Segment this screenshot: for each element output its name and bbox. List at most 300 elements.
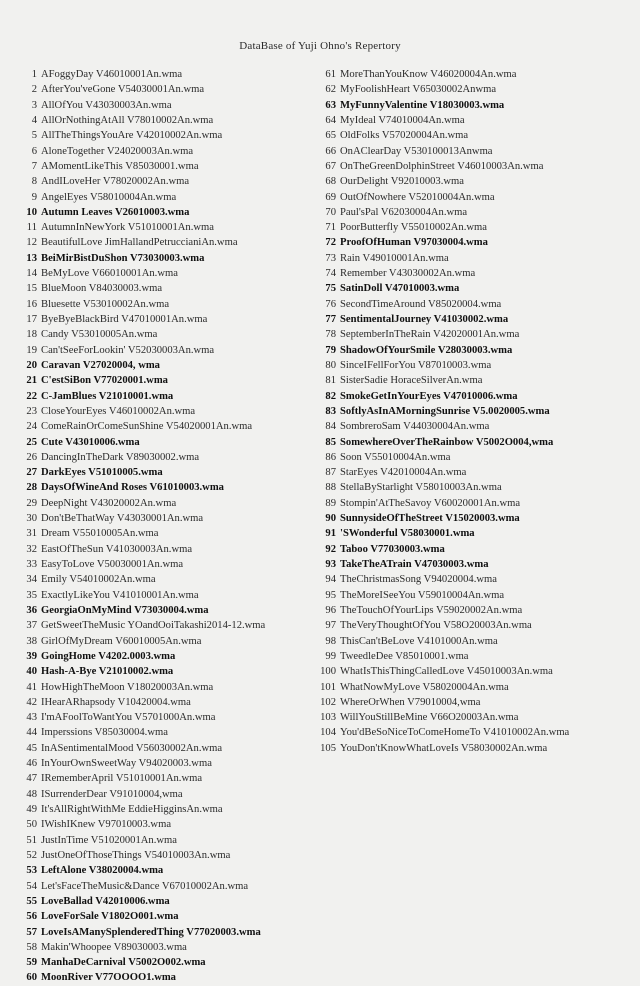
entry-number: 63 bbox=[325, 99, 336, 111]
repertory-entry bbox=[18, 879, 318, 894]
entry-number: 37 bbox=[26, 620, 37, 632]
repertory-entry bbox=[18, 220, 318, 235]
entry-title-file: GetSweetTheMusic YOandOoiTakashi2014-12.wma bbox=[41, 620, 266, 632]
repertory-entry bbox=[316, 343, 636, 358]
repertory-entry bbox=[316, 266, 636, 281]
repertory-entry bbox=[18, 358, 318, 373]
entry-number: 90 bbox=[325, 513, 336, 525]
repertory-entry bbox=[316, 190, 636, 205]
repertory-entry bbox=[18, 710, 318, 725]
entry-title-file: You'dBeSoNiceToComeHomeTo V41010002An.wma bbox=[340, 727, 570, 739]
entry-title-file: AndILoveHer V78020002An.wma bbox=[41, 176, 190, 188]
entry-number: 57 bbox=[26, 926, 37, 938]
entry-title-file: It'sAllRightWithMe EddieHigginsAn.wma bbox=[41, 804, 223, 815]
entry-title-file: JustOneOfThoseThings V54010003An.wma bbox=[41, 849, 231, 861]
entry-number: 100 bbox=[320, 666, 336, 678]
entry-number: 56 bbox=[26, 911, 37, 923]
entry-number: 33 bbox=[26, 559, 37, 570]
entry-title-file: BeiMirBistDuShon V73030003.wma bbox=[41, 252, 205, 264]
repertory-entry bbox=[316, 588, 636, 603]
entry-number: 34 bbox=[26, 574, 37, 586]
repertory-entry bbox=[316, 144, 636, 159]
entry-title-file: BlueMoon V84030003.wma bbox=[41, 283, 163, 295]
repertory-entry bbox=[18, 649, 318, 664]
entry-number: 45 bbox=[26, 742, 37, 754]
repertory-entry bbox=[316, 649, 636, 664]
entry-number: 3 bbox=[31, 99, 37, 111]
entry-title-file: SmokeGetInYourEyes V47010006.wma bbox=[340, 390, 518, 402]
entry-title-file: IWishIKnew V97010003.wma bbox=[41, 819, 172, 831]
entry-number: 2 bbox=[31, 84, 37, 96]
entry-number: 4 bbox=[31, 114, 37, 126]
repertory-entry bbox=[18, 266, 318, 281]
repertory-entry bbox=[18, 435, 318, 450]
repertory-entry bbox=[18, 940, 318, 955]
entry-title-file: AloneTogether V24020003An.wma bbox=[41, 145, 194, 157]
entry-title-file: LoveForSale V1802O001.wma bbox=[41, 911, 179, 923]
entry-number: 88 bbox=[325, 482, 336, 494]
repertory-entry bbox=[316, 159, 636, 174]
entry-number: 40 bbox=[26, 666, 37, 678]
repertory-entry bbox=[316, 113, 636, 128]
repertory-entry bbox=[316, 680, 636, 695]
entry-title-file: TweedleDee V85010001.wma bbox=[340, 650, 469, 662]
entry-number: 103 bbox=[320, 712, 336, 724]
repertory-entry bbox=[18, 159, 318, 174]
entry-number: 54 bbox=[26, 880, 37, 892]
repertory-entry bbox=[18, 771, 318, 786]
entry-title-file: InYourOwnSweetWay V94020003.wma bbox=[41, 758, 212, 770]
entry-title-file: Rain V49010001An.wma bbox=[340, 252, 449, 264]
repertory-entry bbox=[316, 741, 636, 756]
repertory-entry bbox=[18, 312, 318, 327]
entry-number: 87 bbox=[325, 467, 336, 479]
entry-number: 13 bbox=[26, 252, 37, 264]
repertory-entry bbox=[316, 220, 636, 235]
entry-title-file: SinceIFellForYou V87010003.wma bbox=[340, 359, 492, 371]
entry-number: 43 bbox=[26, 712, 37, 724]
entry-number: 28 bbox=[26, 482, 37, 494]
entry-title-file: C-JamBlues V21010001.wma bbox=[41, 390, 174, 402]
repertory-entry bbox=[316, 67, 636, 82]
repertory-entry bbox=[316, 312, 636, 327]
entry-number: 31 bbox=[26, 528, 37, 540]
repertory-entry bbox=[18, 542, 318, 557]
entry-number: 99 bbox=[325, 650, 336, 662]
repertory-entry bbox=[18, 190, 318, 205]
entry-number: 5 bbox=[31, 130, 37, 142]
entry-title-file: AMomentLikeThis V85030001.wma bbox=[41, 160, 199, 172]
entry-title-file: Remember V43030002An.wma bbox=[340, 268, 476, 280]
entry-title-file: ProofOfHuman V97030004.wma bbox=[340, 237, 488, 249]
repertory-entry bbox=[18, 894, 318, 909]
entry-title-file: ComeRainOrComeSunShine V54020001An.wma bbox=[41, 421, 253, 433]
repertory-entry bbox=[18, 113, 318, 128]
entry-number: 60 bbox=[26, 972, 37, 984]
repertory-entry bbox=[18, 82, 318, 97]
repertory-entry bbox=[18, 128, 318, 143]
entry-title-file: Imperssions V85030004.wma bbox=[41, 727, 168, 739]
entry-number: 11 bbox=[26, 222, 37, 234]
entry-number: 1 bbox=[31, 69, 37, 80]
repertory-entry bbox=[316, 128, 636, 143]
repertory-entry bbox=[316, 435, 636, 450]
entry-number: 51 bbox=[26, 834, 37, 846]
entry-number: 105 bbox=[320, 742, 336, 754]
entry-title-file: Caravan V27020004, wma bbox=[41, 359, 160, 371]
entry-number: 44 bbox=[26, 727, 37, 739]
entry-number: 75 bbox=[325, 283, 336, 295]
repertory-entry bbox=[18, 557, 318, 572]
entry-number: 9 bbox=[31, 191, 37, 203]
repertory-entry bbox=[18, 98, 318, 113]
entry-title-file: YouDon'tKnowWhatLoveIs V58030002An.wma bbox=[340, 742, 548, 754]
repertory-entry bbox=[316, 725, 636, 740]
repertory-entry bbox=[316, 634, 636, 649]
entry-number: 12 bbox=[26, 237, 37, 249]
repertory-entry bbox=[18, 251, 318, 266]
entry-title-file: TheVeryThoughtOfYou V58O20003An.wma bbox=[340, 620, 532, 632]
repertory-entry bbox=[18, 925, 318, 940]
entry-number: 36 bbox=[26, 604, 37, 616]
entry-title-file: IHearARhapsody V10420004.wma bbox=[41, 696, 191, 708]
entry-number: 53 bbox=[26, 865, 37, 877]
entry-number: 32 bbox=[26, 543, 37, 555]
entry-number: 76 bbox=[325, 298, 336, 310]
repertory-entry bbox=[18, 756, 318, 771]
entry-number: 20 bbox=[26, 359, 37, 371]
repertory-entry bbox=[316, 695, 636, 710]
entry-title-file: AngelEyes V58010004An.wma bbox=[41, 191, 177, 203]
entry-title-file: MoonRiver V77OOOO1.wma bbox=[41, 972, 176, 984]
entry-title-file: AFoggyDay V46010001An.wma bbox=[41, 69, 183, 80]
entry-title-file: OldFolks V57020004An.wma bbox=[340, 130, 469, 142]
entry-number: 30 bbox=[26, 513, 37, 525]
repertory-entry bbox=[316, 465, 636, 480]
entry-title-file: DarkEyes V51010005.wma bbox=[41, 467, 163, 479]
repertory-entry bbox=[316, 450, 636, 465]
entry-number: 8 bbox=[31, 176, 37, 188]
repertory-entry bbox=[18, 281, 318, 296]
document-title: DataBase of Yuji Ohno's Repertory bbox=[239, 40, 401, 52]
entry-number: 50 bbox=[26, 819, 37, 831]
entry-number: 62 bbox=[325, 84, 336, 96]
entry-number: 7 bbox=[31, 160, 37, 172]
entry-number: 29 bbox=[26, 497, 37, 509]
entry-number: 10 bbox=[26, 206, 37, 218]
entry-number: 48 bbox=[26, 788, 37, 800]
entry-title-file: WillYouStillBeMine V66O20003An.wma bbox=[340, 712, 519, 724]
repertory-entry bbox=[316, 327, 636, 342]
repertory-entry bbox=[316, 358, 636, 373]
entry-number: 78 bbox=[325, 329, 336, 341]
entry-title-file: BeautifulLove JimHallandPetruccianiAn.wma bbox=[41, 237, 238, 249]
repertory-entry bbox=[316, 174, 636, 189]
entry-title-file: 'SWonderful V58030001.wma bbox=[340, 528, 475, 540]
entry-title-file: AllTheThingsYouAre V42010002An.wma bbox=[41, 130, 223, 142]
entry-number: 39 bbox=[26, 650, 37, 662]
entry-title-file: TakeTheATrain V47030003.wma bbox=[340, 559, 489, 570]
entry-number: 66 bbox=[325, 145, 336, 157]
repertory-entry bbox=[18, 526, 318, 541]
entry-number: 82 bbox=[325, 390, 336, 402]
entry-number: 55 bbox=[26, 895, 37, 907]
repertory-entry bbox=[18, 848, 318, 863]
entry-title-file: InASentimentalMood V56030002An.wma bbox=[41, 742, 223, 754]
entry-title-file: I'mAFoolToWantYou V5701000An.wma bbox=[41, 712, 216, 724]
entry-title-file: Don'tBeThatWay V43030001An.wma bbox=[41, 513, 204, 525]
repertory-entry bbox=[316, 281, 636, 296]
entry-number: 79 bbox=[325, 344, 336, 356]
entry-number: 73 bbox=[325, 252, 336, 264]
entry-title-file: GirlOfMyDream V60010005An.wma bbox=[41, 635, 202, 647]
entry-number: 59 bbox=[26, 957, 37, 969]
repertory-entry bbox=[316, 389, 636, 404]
entry-number: 24 bbox=[26, 421, 37, 433]
entry-number: 67 bbox=[325, 160, 336, 172]
entry-title-file: C'estSiBon V77020001.wma bbox=[41, 375, 168, 387]
entry-number: 93 bbox=[325, 559, 336, 570]
entry-title-file: AllOfYou V43030003An.wma bbox=[41, 99, 172, 111]
entry-number: 47 bbox=[26, 773, 37, 785]
repertory-entry bbox=[316, 404, 636, 419]
repertory-entry bbox=[18, 511, 318, 526]
repertory-entry bbox=[316, 511, 636, 526]
repertory-entry bbox=[316, 542, 636, 557]
entry-title-file: DaysOfWineAnd Roses V61010003.wma bbox=[41, 482, 224, 494]
entry-title-file: ByeByeBlackBird V47010001An.wma bbox=[41, 314, 208, 325]
entry-title-file: OutOfNowhere V52010004An.wma bbox=[340, 191, 495, 203]
repertory-entry bbox=[18, 955, 318, 970]
repertory-entry bbox=[18, 174, 318, 189]
repertory-entry bbox=[18, 603, 318, 618]
repertory-entry bbox=[316, 526, 636, 541]
entry-title-file: ISurrenderDear V91010004,wma bbox=[41, 788, 183, 800]
entry-title-file: TheChristmasSong V94020004.wma bbox=[340, 574, 497, 586]
entry-title-file: SecondTimeAround V85020004.wma bbox=[340, 298, 502, 310]
entry-title-file: Paul'sPal V62030004An.wma bbox=[340, 206, 468, 218]
entry-number: 70 bbox=[325, 206, 336, 218]
entry-number: 19 bbox=[26, 344, 37, 356]
entry-title-file: GeorgiaOnMyMind V73030004.wma bbox=[41, 604, 209, 616]
entry-title-file: OnAClearDay V530100013Anwma bbox=[340, 145, 493, 157]
entry-title-file: ManhaDeCarnival V5002O002.wma bbox=[41, 957, 206, 969]
entry-number: 25 bbox=[26, 436, 37, 448]
entry-title-file: OnTheGreenDolphinStreet V46010003An.wma bbox=[340, 160, 544, 172]
entry-title-file: Taboo V77030003.wma bbox=[340, 543, 445, 555]
repertory-entry bbox=[18, 297, 318, 312]
entry-title-file: AllOrNothingAtAll V78010002An.wma bbox=[41, 114, 214, 126]
entry-number: 92 bbox=[325, 543, 336, 555]
entry-title-file: LoveIsAManySplenderedThing V77020003.wma bbox=[41, 926, 261, 938]
entry-number: 41 bbox=[26, 681, 37, 693]
entry-number: 27 bbox=[26, 467, 37, 479]
entry-number: 96 bbox=[325, 604, 336, 616]
repertory-entry bbox=[316, 82, 636, 97]
entry-number: 52 bbox=[26, 849, 37, 861]
entry-title-file: CloseYourEyes V46010002An.wma bbox=[41, 405, 196, 417]
entry-number: 64 bbox=[325, 114, 336, 126]
entry-title-file: ExactlyLikeYou V41010001An.wma bbox=[41, 589, 199, 601]
entry-number: 61 bbox=[325, 69, 336, 80]
entry-number: 94 bbox=[325, 574, 336, 586]
repertory-entry bbox=[316, 496, 636, 511]
entry-title-file: OurDelight V92010003.wma bbox=[340, 176, 464, 188]
entry-title-file: Let'sFaceTheMusic&Dance V67010002An.wma bbox=[41, 880, 249, 892]
entry-number: 6 bbox=[31, 145, 37, 157]
entry-number: 16 bbox=[26, 298, 37, 310]
repertory-entry bbox=[316, 251, 636, 266]
entry-title-file: SatinDoll V47010003.wma bbox=[340, 283, 460, 295]
entry-number: 46 bbox=[26, 758, 37, 770]
repertory-entry bbox=[18, 741, 318, 756]
entry-number: 72 bbox=[325, 237, 336, 249]
entry-title-file: Autumn Leaves V26010003.wma bbox=[41, 206, 190, 218]
entry-number: 23 bbox=[26, 405, 37, 417]
entry-number: 74 bbox=[325, 268, 336, 280]
entry-number: 35 bbox=[26, 589, 37, 601]
entry-title-file: PoorButterfly V55010002An.wma bbox=[340, 222, 487, 234]
entry-number: 22 bbox=[26, 390, 37, 402]
entry-number: 98 bbox=[325, 635, 336, 647]
entry-title-file: WhatIsThisThingCalledLove V45010003An.wma bbox=[340, 666, 553, 678]
repertory-entry bbox=[18, 235, 318, 250]
repertory-entry bbox=[18, 664, 318, 679]
repertory-entry bbox=[316, 235, 636, 250]
entry-number: 69 bbox=[325, 191, 336, 203]
entry-title-file: BeMyLove V66010001An.wma bbox=[41, 268, 178, 280]
entry-number: 81 bbox=[325, 375, 336, 387]
repertory-entry bbox=[18, 618, 318, 633]
repertory-entry bbox=[316, 480, 636, 495]
entry-title-file: AutumnInNewYork V51010001An.wma bbox=[41, 222, 214, 234]
entry-title-file: SentimentalJourney V41030002.wma bbox=[340, 314, 509, 325]
repertory-entry bbox=[18, 450, 318, 465]
repertory-entry bbox=[18, 419, 318, 434]
entry-title-file: SeptemberInTheRain V42020001An.wma bbox=[340, 329, 520, 341]
entry-number: 42 bbox=[26, 696, 37, 708]
entry-title-file: EastOfTheSun V41030003An.wma bbox=[41, 543, 193, 555]
entry-title-file: ShadowOfYourSmile V28030003.wma bbox=[340, 344, 513, 356]
repertory-entry bbox=[18, 327, 318, 342]
entry-number: 89 bbox=[325, 497, 336, 509]
entry-number: 102 bbox=[320, 696, 336, 708]
entry-number: 104 bbox=[320, 727, 336, 739]
entry-title-file: Hash-A-Bye V21010002.wma bbox=[41, 666, 174, 678]
entry-number: 86 bbox=[325, 451, 336, 463]
entry-number: 97 bbox=[325, 620, 336, 632]
repertory-entry bbox=[18, 205, 318, 220]
repertory-entry bbox=[18, 67, 318, 82]
entry-title-file: WhatNowMyLove V58020004An.wma bbox=[340, 681, 509, 693]
entry-number: 21 bbox=[26, 375, 37, 387]
entry-title-file: MyFunnyValentine V18030003.wma bbox=[340, 99, 505, 111]
repertory-entry bbox=[18, 480, 318, 495]
entry-number: 18 bbox=[26, 329, 37, 341]
repertory-entry bbox=[316, 419, 636, 434]
entry-title-file: TheMoreISeeYou V59010004An.wma bbox=[340, 589, 505, 601]
entry-title-file: SisterSadie HoraceSilverAn.wma bbox=[340, 375, 483, 387]
entry-title-file: Emily V54010002An.wma bbox=[41, 574, 156, 586]
repertory-entry bbox=[18, 833, 318, 848]
entry-title-file: EasyToLove V50030001An.wma bbox=[41, 559, 184, 570]
repertory-entry bbox=[316, 664, 636, 679]
entry-title-file: GoingHome V4202.0003.wma bbox=[41, 650, 176, 662]
entry-number: 84 bbox=[325, 421, 336, 433]
repertory-entry bbox=[316, 572, 636, 587]
repertory-entry bbox=[316, 618, 636, 633]
repertory-entry bbox=[18, 817, 318, 832]
entry-number: 71 bbox=[325, 222, 336, 234]
repertory-entry bbox=[18, 144, 318, 159]
entry-title-file: Stompin'AtTheSavoy V60020001An.wma bbox=[340, 497, 521, 509]
entry-number: 77 bbox=[325, 314, 336, 325]
entry-title-file: SomewhereOverTheRainbow V5002O004,wma bbox=[340, 436, 554, 448]
repertory-entry bbox=[18, 695, 318, 710]
entry-title-file: MyIdeal V74010004An.wma bbox=[340, 114, 465, 126]
entry-title-file: AfterYou'veGone V54030001An.wma bbox=[41, 84, 205, 96]
entry-title-file: IRememberApril V51010001An.wma bbox=[41, 773, 203, 785]
entry-number: 14 bbox=[26, 268, 37, 280]
repertory-entry bbox=[18, 970, 318, 985]
entry-title-file: JustInTime V51020001An.wma bbox=[41, 834, 177, 846]
entry-number: 91 bbox=[325, 528, 336, 540]
entry-number: 38 bbox=[26, 635, 37, 647]
entry-title-file: LeftAlone V38020004.wma bbox=[41, 865, 164, 877]
repertory-entry bbox=[18, 389, 318, 404]
repertory-entry bbox=[18, 572, 318, 587]
entry-title-file: StellaByStarlight V58010003An.wma bbox=[340, 482, 502, 494]
entry-title-file: Soon V55010004An.wma bbox=[340, 451, 451, 463]
repertory-entry bbox=[316, 557, 636, 572]
repertory-list-left-column bbox=[18, 67, 318, 986]
entry-title-file: Dream V55010005An.wma bbox=[41, 528, 159, 540]
repertory-entry bbox=[18, 725, 318, 740]
repertory-entry bbox=[316, 98, 636, 113]
entry-number: 68 bbox=[325, 176, 336, 188]
repertory-entry bbox=[18, 496, 318, 511]
entry-number: 65 bbox=[325, 130, 336, 142]
repertory-entry bbox=[18, 373, 318, 388]
entry-title-file: ThisCan'tBeLove V4101000An.wma bbox=[340, 635, 498, 647]
entry-title-file: DeepNight V43020002An.wma bbox=[41, 497, 177, 509]
repertory-entry bbox=[316, 205, 636, 220]
entry-number: 15 bbox=[26, 283, 37, 295]
entry-number: 49 bbox=[26, 804, 37, 815]
entry-title-file: Candy V53010005An.wma bbox=[41, 329, 158, 341]
repertory-entry bbox=[316, 710, 636, 725]
repertory-entry bbox=[18, 802, 318, 817]
entry-title-file: SunnysideOfTheStreet V15020003.wma bbox=[340, 513, 520, 525]
entry-number: 80 bbox=[325, 359, 336, 371]
entry-title-file: Cute V43010006.wma bbox=[41, 436, 140, 448]
entry-title-file: MoreThanYouKnow V46020004An.wma bbox=[340, 69, 517, 80]
repertory-entry bbox=[18, 680, 318, 695]
entry-number: 26 bbox=[26, 451, 37, 463]
repertory-entry bbox=[18, 909, 318, 924]
repertory-entry bbox=[316, 373, 636, 388]
entry-title-file: Can'tSeeForLookin' V52030003An.wma bbox=[41, 344, 215, 356]
repertory-entry bbox=[18, 465, 318, 480]
entry-number: 95 bbox=[325, 589, 336, 601]
entry-title-file: TheTouchOfYourLips V59020002An.wma bbox=[340, 604, 523, 616]
entry-title-file: StarEyes V42010004An.wma bbox=[340, 467, 467, 479]
entry-number: 17 bbox=[26, 314, 37, 325]
entry-number: 58 bbox=[26, 941, 37, 953]
entry-title-file: Makin'Whoopee V89030003.wma bbox=[41, 941, 187, 953]
entry-title-file: MyFoolishHeart V65030002Anwma bbox=[340, 84, 497, 96]
entry-title-file: HowHighTheMoon V18020003An.wma bbox=[41, 681, 214, 693]
